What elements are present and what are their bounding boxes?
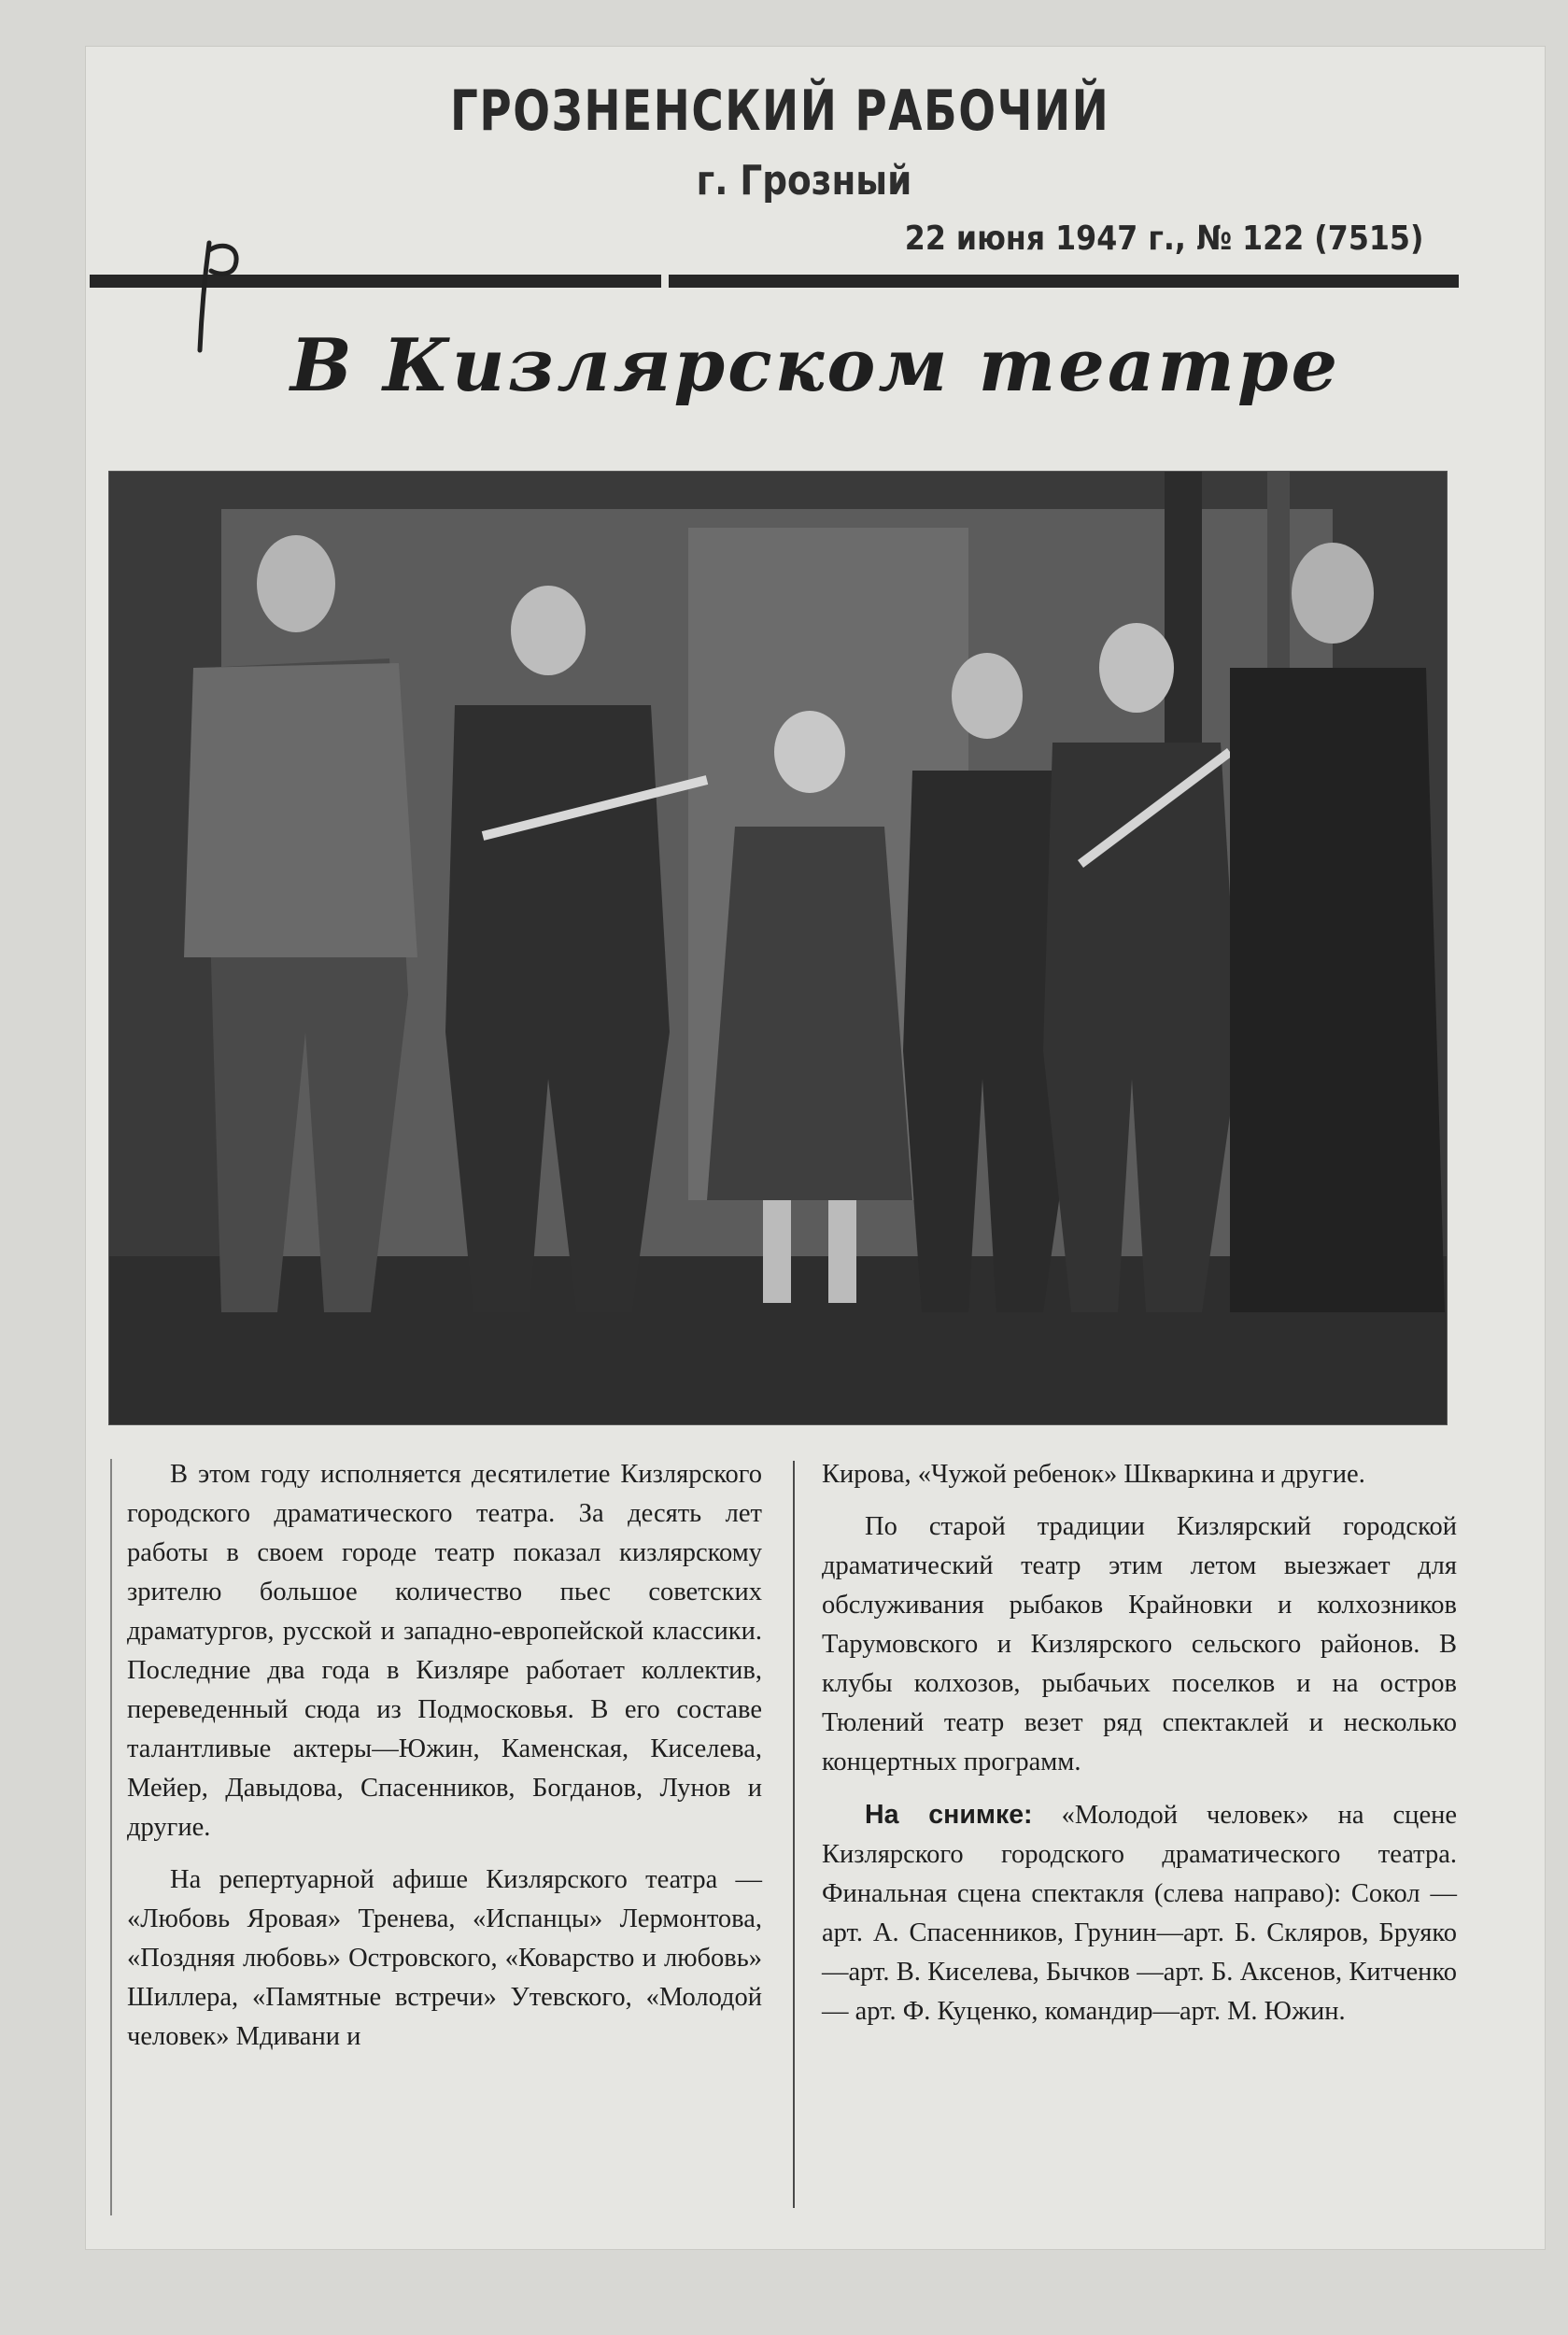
newspaper-title: ГРОЗНЕНСКИЙ РАБОЧИЙ	[449, 78, 1110, 144]
article-body	[127, 1455, 1461, 2221]
newspaper-city: г. Грозный	[696, 157, 912, 205]
stage-photo	[108, 471, 1448, 1425]
article-headline: В Кизлярском театре	[290, 323, 1341, 408]
issue-date-number: 22 июня 1947 г., № 122 (7515)	[904, 219, 1423, 258]
article-paragraph-continuation: Кирова, «Чужой ребенок» Шкваркина и другие.	[822, 1460, 1365, 1489]
margin-rule	[110, 1459, 112, 2215]
article-paragraph: В этом году исполняется десятилетие Кизлярского городского драматического театра. За десять лет работы в своем городе театр показал кизлярскому зрителю большое количество пьес советских драматургов, русской и западно-европейской классики. Последние два года в Кизляре работает коллектив, переведенный сюда из Подмосковья. В его составе талантливые актеры—Южин, Каменская, Киселева, Мейер, Давыдова, Спасенников, Богданов, Лунов и другие.	[127, 1460, 762, 1842]
column-divider	[793, 1461, 795, 2208]
masthead-rule-right	[669, 275, 1459, 288]
article-paragraph: По старой традиции Кизлярский городской драматический театр этим летом выезжает для обслуживания рыбаков Крайновки и колхозников Тарумовского и Кизлярского сельского районов. В клубы колхозов, рыбачьих поселков и на остров Тюлений театр везет ряд спектаклей и несколько концертных программ.	[822, 1512, 1457, 1776]
article-paragraph: На репертуарной афише Кизлярского театра — «Любовь Яровая» Тренева, «Испанцы» Лермонтова, «Поздняя любовь» Островского, «Коварство и любовь» Шиллера, «Памятные встречи» Утевского, «Молодой человек» Мдивани и	[127, 1865, 762, 2051]
newspaper-clipping	[86, 47, 1545, 2249]
article-column-right	[822, 1455, 1457, 2045]
photo-caption	[822, 1795, 1457, 2031]
caption-label: На снимке:	[865, 1800, 1033, 1830]
masthead-rule-left	[90, 275, 661, 288]
caption-text: «Молодой человек» на сцене Кизлярского городского драматического театра. Финальная сцена спектакля (слева направо): Сокол — арт. А. Спасенников, Грунин—арт. Б. Скляров, Бруяко—арт. В. Киселева, Бычков —арт. Б. Аксенов, Китченко — арт. Ф. Куценко, командир—арт. М. Южин.	[822, 1801, 1457, 2026]
article-column-left	[127, 1455, 762, 2070]
